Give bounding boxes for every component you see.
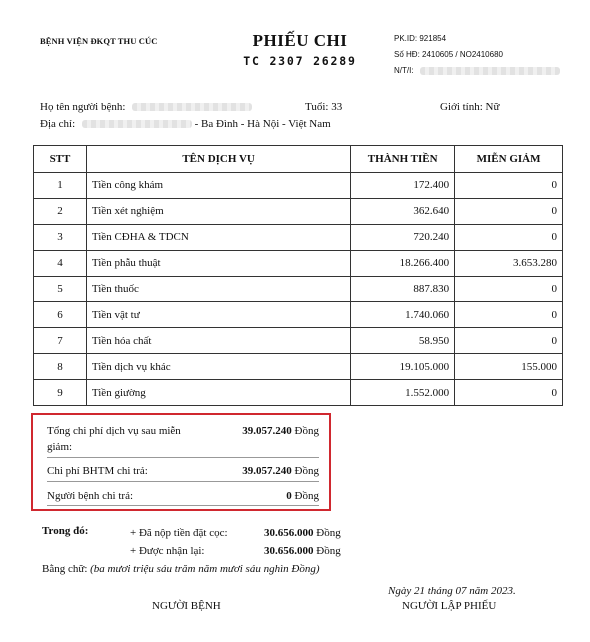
deposit-label: + Đã nộp tiền đặt cọc:	[130, 527, 228, 539]
row-service: Tiền xét nghiệm	[86, 198, 350, 224]
deposit-value-field	[264, 527, 341, 539]
row-stt: 7	[34, 328, 87, 354]
patient-age: Tuổi: 33	[305, 101, 343, 113]
document-title: PHIẾU CHI	[252, 31, 348, 50]
header-service: TÊN DỊCH VỤ	[86, 146, 350, 173]
redacted-name	[132, 103, 252, 111]
total-value: 39.057.240	[242, 425, 292, 437]
row-stt: 3	[34, 224, 87, 250]
row-service: Tiền phẫu thuật	[86, 250, 350, 276]
row-amount: 58.950	[351, 328, 455, 354]
words-value: (ba mươi triệu sáu trăm năm mươi sáu nghìn Đồng)	[90, 563, 320, 575]
row-discount: 0	[455, 198, 563, 224]
redacted-address	[82, 120, 192, 128]
refund-value-field	[264, 545, 341, 557]
row-service: Tiền CĐHA & TDCN	[86, 224, 350, 250]
services-table	[33, 145, 563, 406]
row-stt: 9	[34, 380, 87, 406]
pk-id: PK.ID: 921854	[394, 34, 447, 43]
patient-name-field	[40, 101, 252, 113]
table-row	[34, 173, 563, 199]
patient-pay-value-field	[286, 490, 319, 502]
table-row	[34, 380, 563, 406]
row-amount: 19.105.000	[351, 354, 455, 380]
refund-label: + Được nhận lại:	[130, 545, 205, 557]
document-code: TC 2307 26289	[243, 54, 357, 68]
row-amount: 887.830	[351, 276, 455, 302]
row-service: Tiền vật tư	[86, 302, 350, 328]
redacted-nt	[420, 67, 560, 75]
row-stt: 5	[34, 276, 87, 302]
patient-pay-label: Người bệnh chi trả:	[47, 490, 134, 502]
invoice-number: Số HĐ: 2410605 / NO2410680	[394, 50, 503, 59]
address-value: - Ba Đình - Hà Nội - Việt Nam	[194, 118, 331, 130]
nt-field	[394, 66, 560, 75]
divider	[47, 481, 319, 482]
row-stt: 1	[34, 173, 87, 199]
row-stt: 6	[34, 302, 87, 328]
row-amount: 720.240	[351, 224, 455, 250]
refund-currency: Đồng	[316, 545, 341, 557]
row-amount: 172.400	[351, 173, 455, 199]
total-currency: Đồng	[294, 425, 319, 437]
table-row	[34, 224, 563, 250]
nt-label: N/T/I:	[394, 66, 414, 75]
divider	[47, 457, 319, 458]
insurance-label: Chi phí BHTM chi trả:	[47, 465, 148, 477]
patient-pay-currency: Đồng	[294, 490, 319, 502]
row-discount: 0	[455, 224, 563, 250]
patient-gender: Giới tính: Nữ	[440, 101, 500, 113]
header-amount: THÀNH TIỀN	[351, 146, 455, 173]
table-row	[34, 276, 563, 302]
row-service: Tiền dịch vụ khác	[86, 354, 350, 380]
total-label-line1: Tổng chi phí dịch vụ sau miễn	[47, 425, 181, 437]
insurance-value-field	[242, 465, 319, 477]
patient-address-field	[40, 118, 331, 130]
row-stt: 2	[34, 198, 87, 224]
row-amount: 362.640	[351, 198, 455, 224]
table-row	[34, 328, 563, 354]
insurance-value: 39.057.240	[242, 465, 292, 477]
row-service: Tiền thuốc	[86, 276, 350, 302]
words-label: Bằng chữ:	[42, 563, 88, 575]
refund-value: 30.656.000	[264, 545, 314, 557]
row-discount: 0	[455, 276, 563, 302]
row-stt: 8	[34, 354, 87, 380]
row-discount: 0	[455, 380, 563, 406]
details-label: Trong đó:	[42, 525, 89, 537]
hospital-name: BỆNH VIỆN ĐKQT THU CÚC	[40, 36, 158, 46]
creator-signature-label: NGƯỜI LẬP PHIẾU	[402, 600, 497, 612]
total-label-line2: giảm:	[47, 441, 73, 453]
row-service: Tiền công khám	[86, 173, 350, 199]
sign-date: Ngày 21 tháng 07 năm 2023.	[388, 585, 516, 597]
row-amount: 1.552.000	[351, 380, 455, 406]
row-discount: 155.000	[455, 354, 563, 380]
divider	[47, 505, 319, 506]
row-amount: 18.266.400	[351, 250, 455, 276]
row-service: Tiền giường	[86, 380, 350, 406]
table-row	[34, 302, 563, 328]
summary-box	[31, 413, 331, 511]
deposit-currency: Đồng	[316, 527, 341, 539]
patient-name-label: Họ tên người bệnh:	[40, 101, 126, 113]
table-header-row	[34, 146, 563, 173]
table-row	[34, 198, 563, 224]
row-service: Tiền hóa chất	[86, 328, 350, 354]
row-amount: 1.740.060	[351, 302, 455, 328]
address-label: Địa chỉ:	[40, 118, 76, 130]
patient-pay-value: 0	[286, 490, 292, 502]
table-row	[34, 354, 563, 380]
table-row	[34, 250, 563, 276]
amount-in-words	[42, 563, 320, 575]
insurance-currency: Đồng	[294, 465, 319, 477]
deposit-value: 30.656.000	[264, 527, 314, 539]
total-value-field	[242, 425, 319, 437]
header-stt: STT	[34, 146, 87, 173]
row-discount: 0	[455, 328, 563, 354]
row-discount: 3.653.280	[455, 250, 563, 276]
row-stt: 4	[34, 250, 87, 276]
header-discount: MIỄN GIẢM	[455, 146, 563, 173]
row-discount: 0	[455, 302, 563, 328]
row-discount: 0	[455, 173, 563, 199]
patient-signature-label: NGƯỜI BỆNH	[152, 600, 221, 612]
